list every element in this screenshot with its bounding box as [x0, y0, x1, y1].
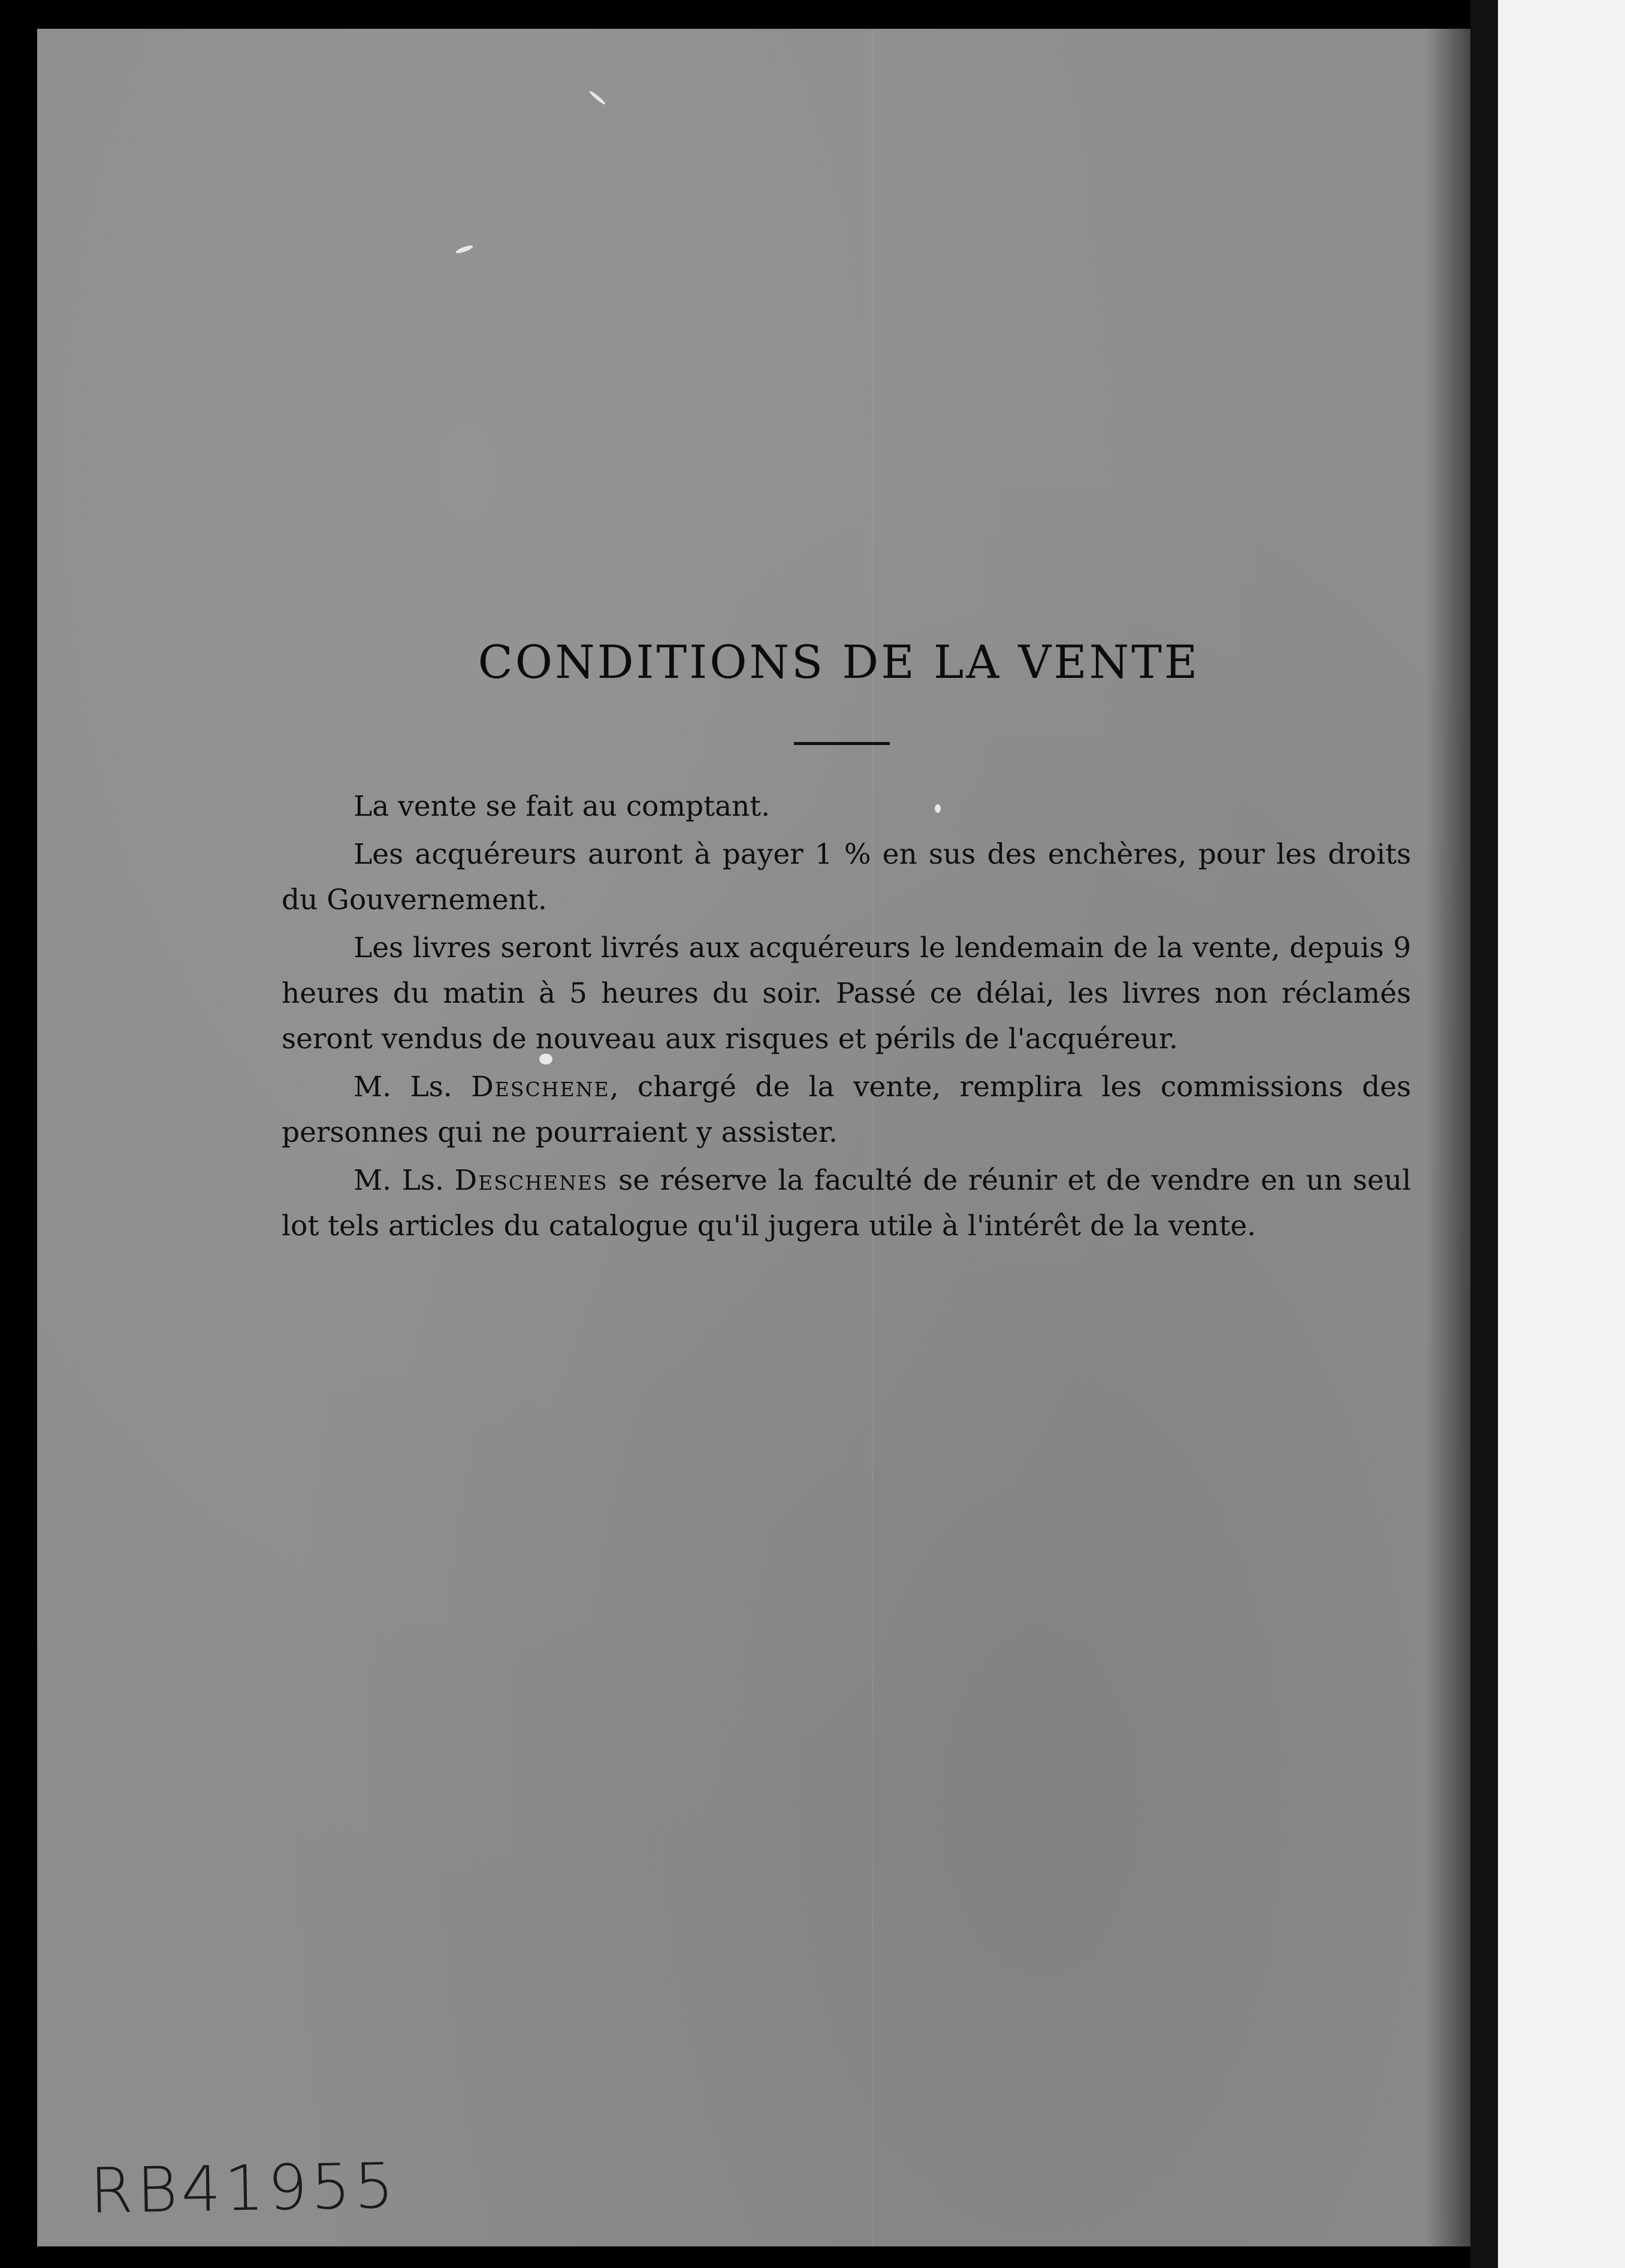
binding-shadow	[1470, 0, 1498, 2268]
paragraph-prefix: M. Ls.	[354, 1164, 455, 1197]
conditions-text	[282, 784, 1411, 1251]
title-underline	[794, 742, 890, 745]
paragraph-text: Les livres seront livrés aux acquéreurs le lendemain de la vente, depuis 9 heures du matin à 5 heures du soir. Passé ce délai, les livres non réclamés seront vendus de nouveau aux risques et périls de l'acquéreur.	[282, 931, 1411, 1055]
condition-paragraph	[282, 832, 1411, 923]
handwritten-call-number: RB41955	[89, 2149, 398, 2228]
condition-paragraph	[282, 1064, 1411, 1156]
paper-edge-shadow	[1426, 0, 1474, 2268]
condition-paragraph	[282, 1158, 1411, 1249]
auctioneer-name: Deschenes	[454, 1164, 608, 1197]
paragraph-text: , chargé de la vente, remplira les commissions des personnes qui ne pourraient y assister.	[282, 1070, 1412, 1149]
condition-paragraph	[282, 784, 1411, 830]
adjacent-page-strip	[1498, 0, 1625, 2268]
paragraph-text: Les acquéreurs auront à payer 1 % en sus des enchères, pour les droits du Gouvernement.	[282, 838, 1411, 916]
condition-paragraph	[282, 925, 1411, 1062]
page-title: CONDITIONS DE LA VENTE	[478, 635, 1200, 689]
paragraph-text: La vente se fait au comptant.	[354, 790, 771, 823]
auctioneer-name: Deschene	[471, 1070, 610, 1103]
paragraph-text: se réserve la faculté de réunir et de vendre en un seul lot tels articles du catalogue qu'il jugera utile à l'intérêt de la vente.	[282, 1164, 1412, 1242]
paragraph-prefix: M. Ls.	[354, 1070, 472, 1103]
